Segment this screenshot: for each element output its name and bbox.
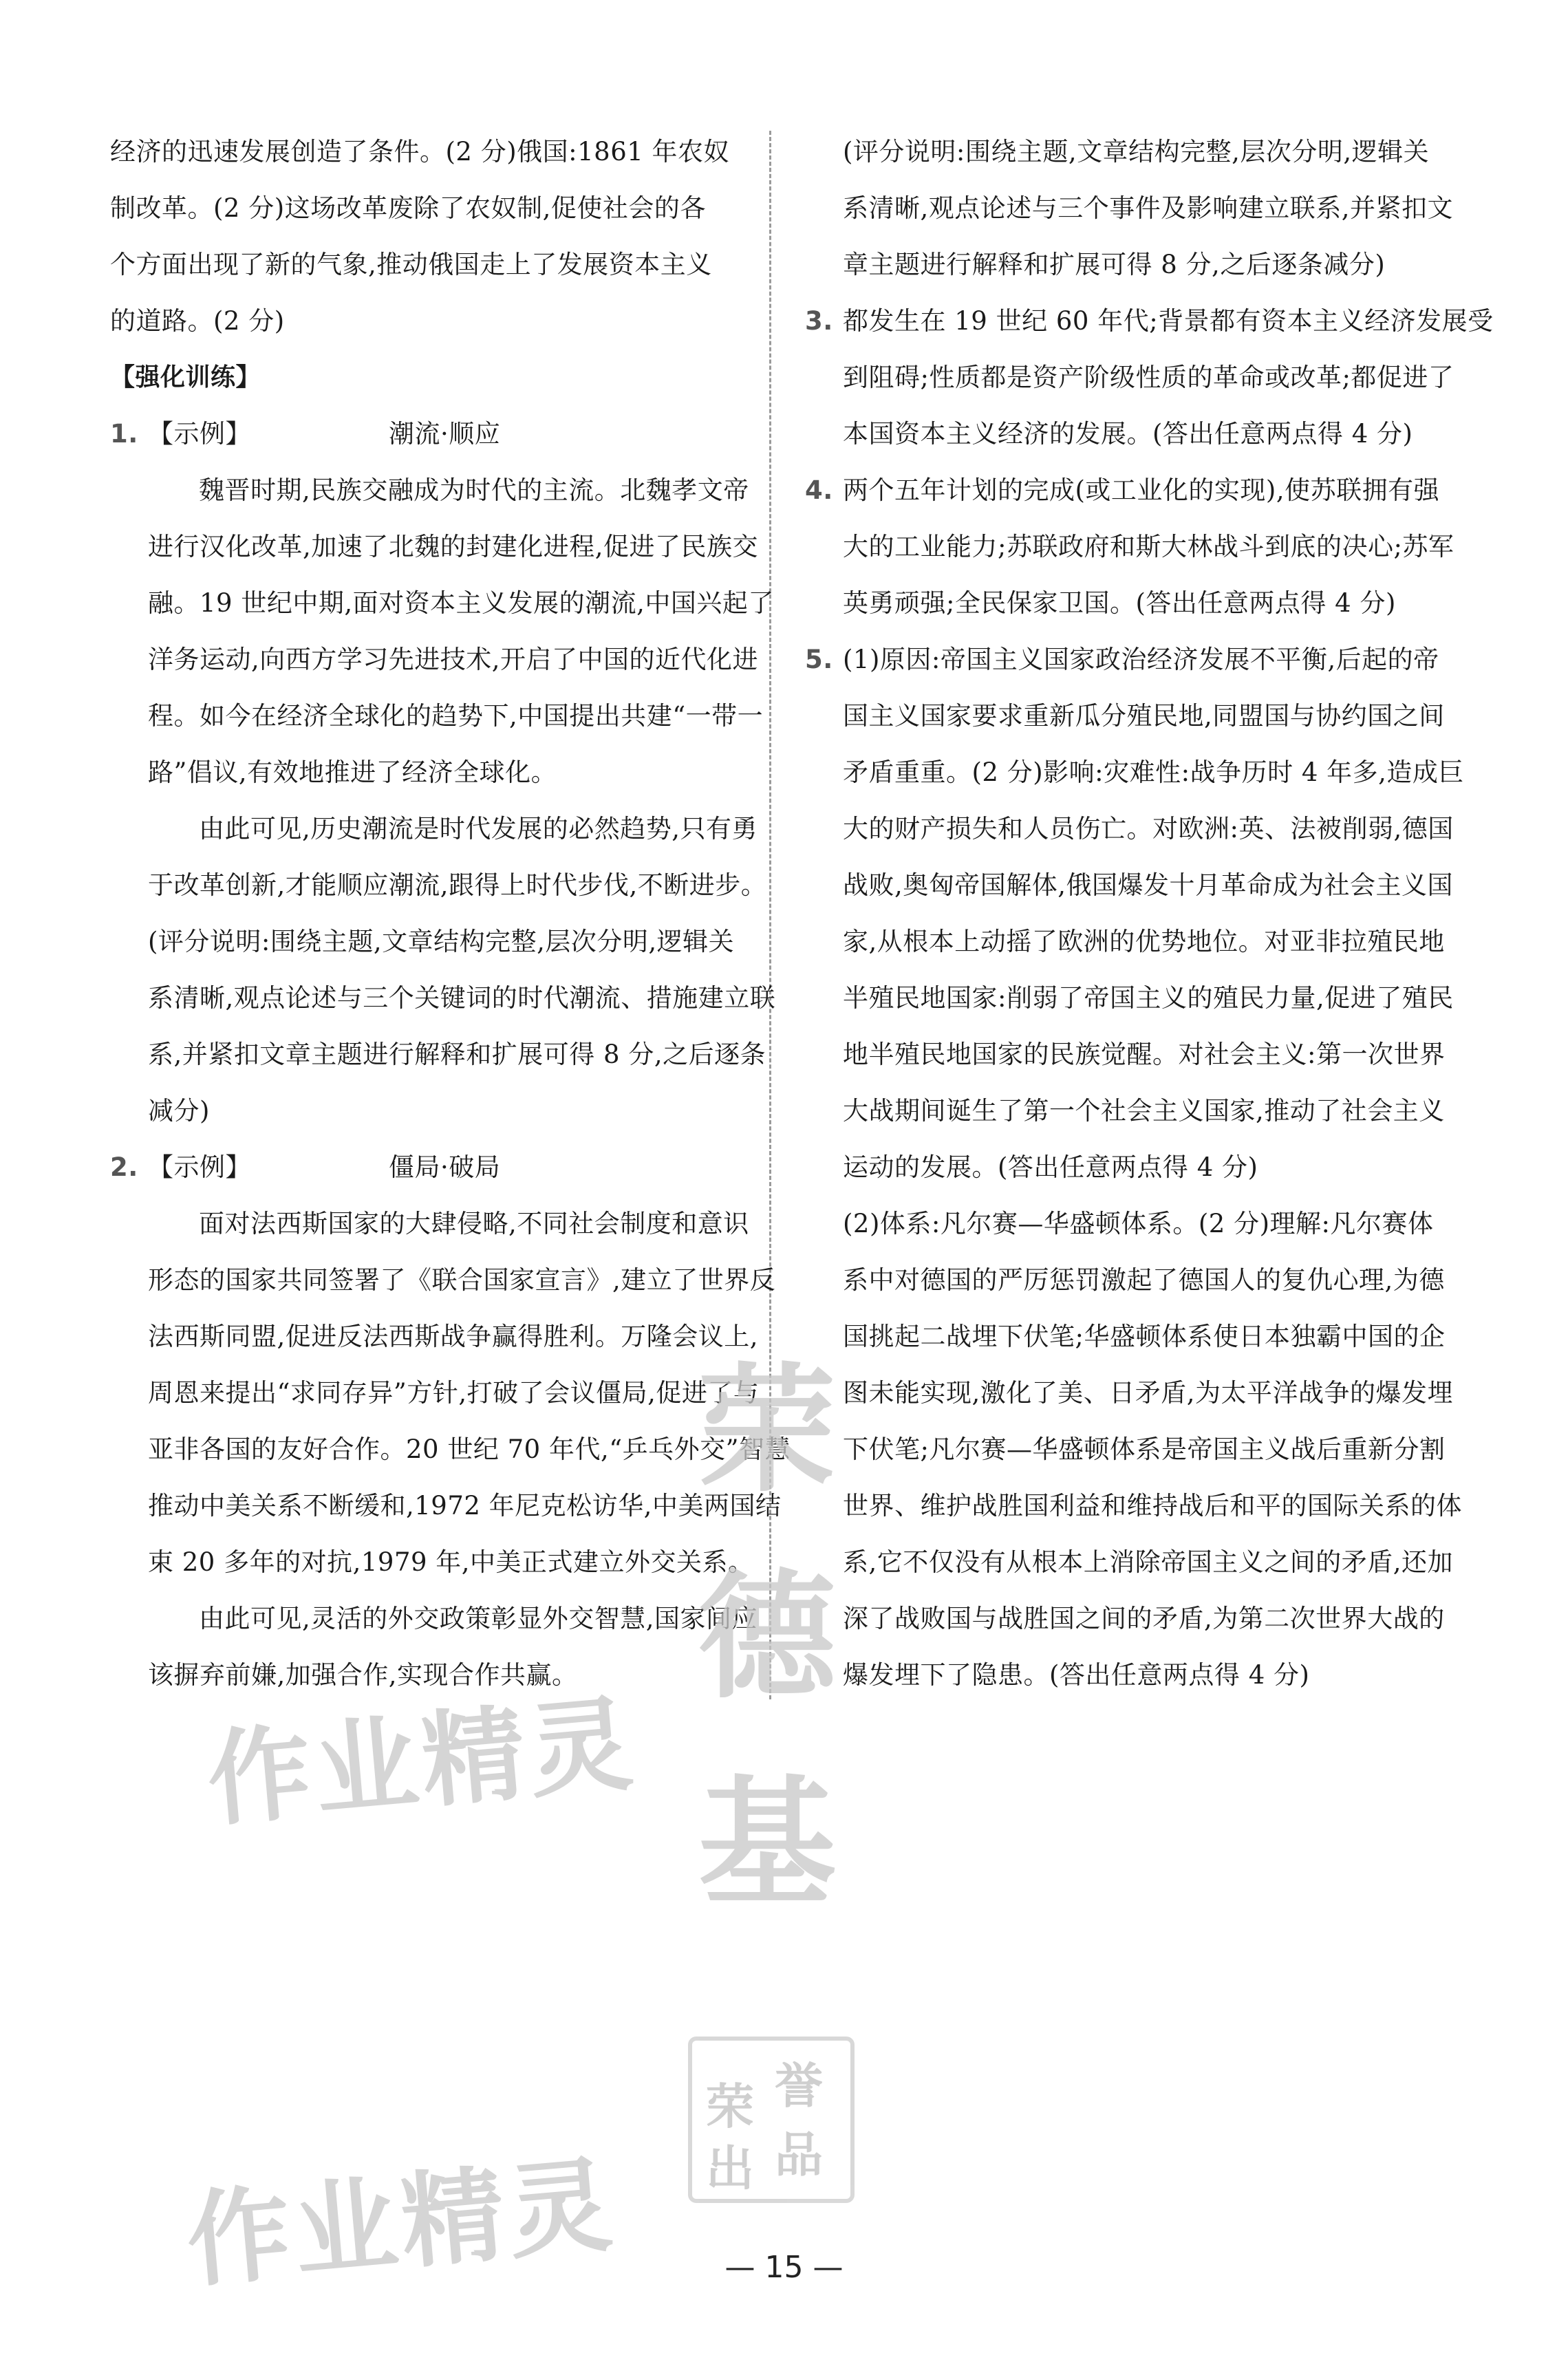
answer-text: (1)原因:帝国主义国家政治经济发展不平衡,后起的帝 — [843, 645, 1439, 674]
text-line: 大战期间诞生了第一个社会主义国家,推动了社会主义 — [843, 1096, 1445, 1126]
watermark-char: 德 — [698, 1557, 836, 1717]
text-line: 英勇顽强;全民保家卫国。(答出任意两点得 4 分) — [843, 588, 1396, 618]
text-line: 国主义国家要求重新瓜分殖民地,同盟国与协约国之间 — [843, 701, 1445, 731]
text-line: 程。如今在经济全球化的趋势下,中国提出共建“一带一 — [148, 701, 764, 731]
text-line: 周恩来提出“求同存异”方针,打破了会议僵局,促进了与 — [148, 1378, 760, 1408]
question-number: 5. — [805, 645, 833, 674]
essay-topic: 潮流·顺应 — [389, 419, 501, 449]
text-line: 战败,奥匈帝国解体,俄国爆发十月革命成为社会主义国 — [843, 870, 1454, 900]
watermark-zuoye-jingling: 作业精灵 — [182, 2145, 621, 2302]
text-line: 图未能实现,激化了美、日矛盾,为太平洋战争的爆发埋 — [843, 1378, 1454, 1408]
text-line: 由此可见,历史潮流是时代发展的必然趋势,只有勇 — [199, 814, 758, 843]
text-line: 魏晋时期,民族交融成为时代的主流。北魏孝文帝 — [199, 475, 749, 505]
text-line: 国挑起二战埋下伏笔;华盛顿体系使日本独霸中国的企 — [843, 1322, 1446, 1351]
text-line: 个方面出现了新的气象,推动俄国走上了发展资本主义 — [110, 250, 712, 279]
seal-char: 品 — [775, 2127, 823, 2183]
text-line: 本国资本主义经济的发展。(答出任意两点得 4 分) — [843, 419, 1413, 449]
text-line: 由此可见,灵活的外交政策彰显外交智慧,国家间应 — [199, 1604, 758, 1633]
text-line: 经济的迅速发展创造了条件。(2 分)俄国:1861 年农奴 — [110, 137, 730, 166]
text-line: 系,并紧扣文章主题进行解释和扩展可得 8 分,之后逐条 — [148, 1040, 766, 1069]
watermark-char: 基 — [698, 1763, 836, 1924]
text-line: 世界、维护战胜国利益和维持战后和平的国际关系的体 — [843, 1491, 1462, 1521]
text-line: (评分说明:围绕主题,文章结构完整,层次分明,逻辑关 — [148, 927, 735, 956]
text-line: 制改革。(2 分)这场改革废除了农奴制,促使社会的各 — [110, 193, 706, 223]
watermark-zuoye-jingling: 作业精灵 — [202, 1684, 641, 1841]
seal-char: 出 — [706, 2140, 754, 2197]
page-number: — 15 — — [724, 2250, 844, 2285]
text-line: 亚非各国的友好合作。20 世纪 70 年代,“乒乓外交”智慧 — [148, 1434, 791, 1464]
text-line: 半殖民地国家:削弱了帝国主义的殖民力量,促进了殖民 — [843, 983, 1454, 1013]
text-line: 系,它不仅没有从根本上消除帝国主义之间的矛盾,还加 — [843, 1547, 1454, 1577]
text-line: 章主题进行解释和扩展可得 8 分,之后逐条减分) — [843, 250, 1386, 279]
answer-line — [805, 293, 1494, 350]
text-line: 的道路。(2 分) — [110, 306, 285, 336]
text-line: 爆发埋下了隐患。(答出任意两点得 4 分) — [843, 1660, 1310, 1690]
watermark-vertical — [681, 1328, 853, 1947]
text-line: 法西斯同盟,促进反法西斯战争赢得胜利。万隆会议上, — [148, 1322, 759, 1351]
text-line: 路”倡议,有效地推进了经济全球化。 — [148, 757, 557, 787]
section-heading: 【强化训练】 — [110, 363, 261, 391]
text-line: 下伏笔;凡尔赛—华盛顿体系是帝国主义战后重新分割 — [843, 1434, 1446, 1464]
text-line: 地半殖民地国家的民族觉醒。对社会主义:第一次世界 — [843, 1040, 1446, 1069]
text-line: 到阻碍;性质都是资产阶级性质的革命或改革;都促进了 — [843, 363, 1454, 392]
left-column — [110, 124, 791, 1704]
seal-char: 荣 — [706, 2078, 754, 2135]
text-line: 系清晰,观点论述与三个事件及影响建立联系,并紧扣文 — [843, 193, 1454, 223]
text-line: 系中对德国的严厉惩罚激起了德国人的复仇心理,为德 — [843, 1265, 1445, 1295]
essay-topic: 僵局·破局 — [389, 1152, 501, 1182]
right-column — [805, 124, 1494, 1704]
text-line: 家,从根本上动摇了欧洲的优势地位。对亚非拉殖民地 — [843, 927, 1445, 956]
question-number: 1. — [110, 419, 138, 449]
text-line: 运动的发展。(答出任意两点得 4 分) — [843, 1152, 1258, 1182]
text-line: 洋务运动,向西方学习先进技术,开启了中国的近代化进 — [148, 645, 759, 674]
watermark-seal — [688, 2037, 855, 2203]
text-line: 束 20 多年的对抗,1979 年,中美正式建立外交关系。 — [148, 1547, 754, 1577]
question-item-header — [110, 1139, 743, 1196]
text-line: 于改革创新,才能顺应潮流,跟得上时代步伐,不断进步。 — [148, 870, 767, 900]
text-line: 深了战败国与战胜国之间的矛盾,为第二次世界大战的 — [843, 1604, 1445, 1633]
text-line: (2)体系:凡尔赛—华盛顿体系。(2 分)理解:凡尔赛体 — [843, 1209, 1434, 1238]
text-line: 进行汉化改革,加速了北魏的封建化进程,促进了民族交 — [148, 532, 759, 561]
sample-label: 【示例】 — [148, 419, 251, 449]
text-line: (评分说明:围绕主题,文章结构完整,层次分明,逻辑关 — [843, 137, 1430, 166]
text-line: 推动中美关系不断缓和,1972 年尼克松访华,中美两国结 — [148, 1491, 782, 1521]
question-item-header — [110, 406, 743, 462]
answer-line — [805, 462, 1465, 519]
text-line: 矛盾重重。(2 分)影响:灾难性:战争历时 4 年多,造成巨 — [843, 757, 1464, 787]
sample-label: 【示例】 — [148, 1152, 251, 1182]
text-line: 大的工业能力;苏联政府和斯大林战斗到底的决心;苏军 — [843, 532, 1454, 561]
question-number: 4. — [805, 475, 833, 505]
text-line: 形态的国家共同签署了《联合国家宣言》,建立了世界反 — [148, 1265, 776, 1295]
text-line: 面对法西斯国家的大肆侵略,不同社会制度和意识 — [199, 1209, 749, 1238]
seal-char: 誉 — [775, 2058, 823, 2114]
text-line: 大的财产损失和人员伤亡。对欧洲:英、法被削弱,德国 — [843, 814, 1454, 843]
question-number: 3. — [805, 306, 833, 336]
text-line: 系清晰,观点论述与三个关键词的时代潮流、措施建立联 — [148, 983, 776, 1013]
text-line: 该摒弃前嫌,加强合作,实现合作共赢。 — [148, 1660, 578, 1690]
answer-text: 两个五年计划的完成(或工业化的实现),使苏联拥有强 — [843, 475, 1440, 505]
watermark-char: 荣 — [698, 1351, 836, 1511]
text-line: 融。19 世纪中期,面对资本主义发展的潮流,中国兴起了 — [148, 588, 774, 618]
answer-text: 都发生在 19 世纪 60 年代;背景都有资本主义经济发展受 — [843, 306, 1494, 336]
answer-line — [805, 632, 1465, 688]
text-line: 减分) — [148, 1096, 210, 1126]
question-number: 2. — [110, 1152, 138, 1182]
